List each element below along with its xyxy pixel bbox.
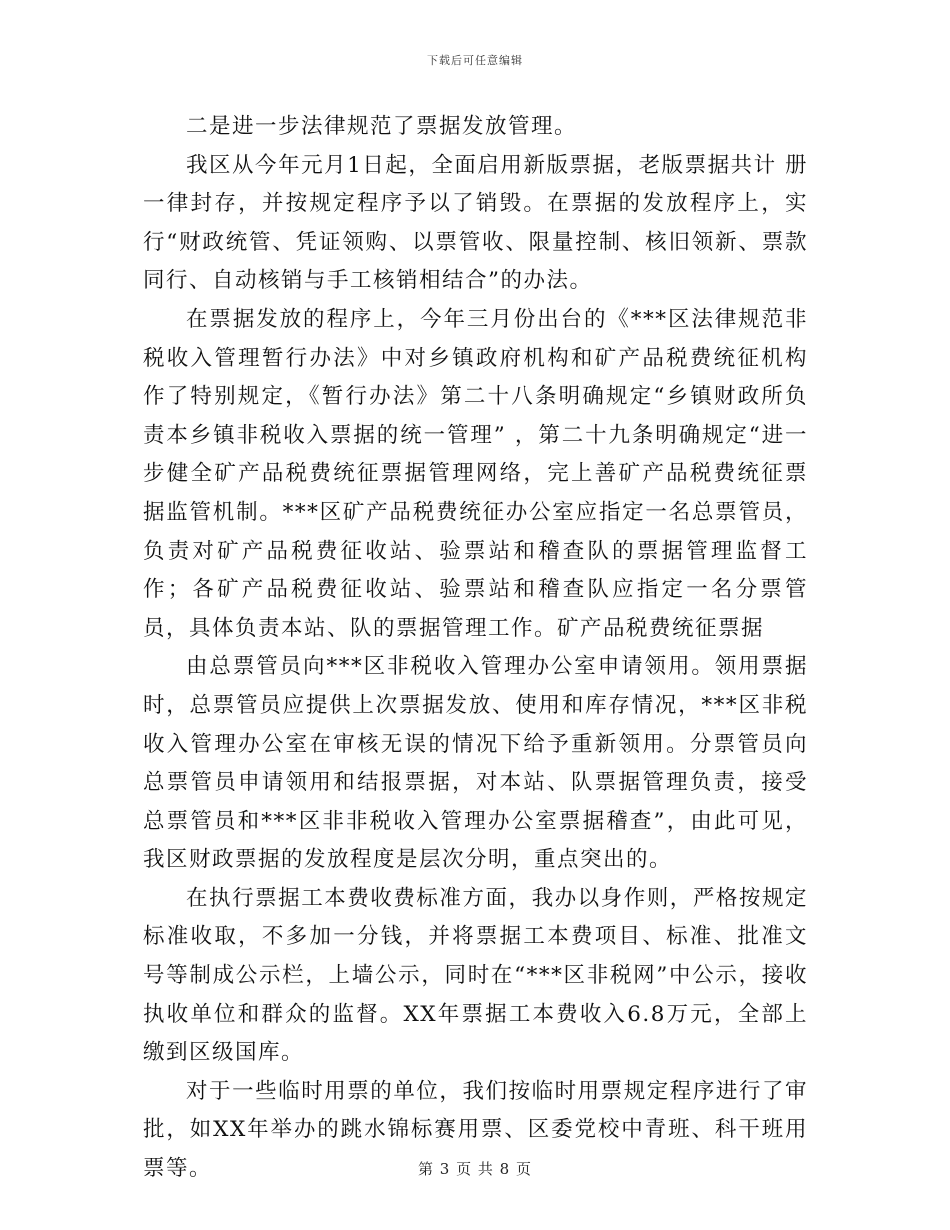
- paragraph-1: 二是进一步法律规范了票据发放管理。: [186, 114, 578, 139]
- paragraph-3: 在票据发放的程序上，今年三月份出台的《***区法律规范非税收入管理暂行办法》中对乡镇政府机构和矿产品税费统征机构作了特别规定，《暂行办法》第二十八条明确规定“乡镇财政所负责本乡镇非税收入票据的统一管理” ，第二十九条明确规定“进一步健全矿产品税费统征票据管理网络，完上善矿产品税费统征票据监管机制。***区矿产品税费统征办公室应指定一名总票管员，负责对矿产品税费征收站、验票站和稽查队的票据管理监督工作；各矿产品税费征收站、验票站和稽查队应指定一名分票管员，具体负责本站、队的票据管理工作。矿产品税费统征票据: [143, 306, 808, 641]
- document-body: [143, 108, 808, 1189]
- page-number-footer: 第 3 页 共 8 页: [418, 1160, 532, 1178]
- paragraph-4: 由总票管员向***区非税收入管理办公室申请领用。领用票据时，总票管员应提供上次票据发放、使用和库存情况，***区非税收入管理办公室在审核无误的情况下给予重新领用。分票管员向总票管员申请领用和结报票据，对本站、队票据管理负责，接受总票管员和***区非非税收入管理办公室票据稽查”，由此可见，我区财政票据的发放程度是层次分明，重点突出的。: [143, 654, 808, 873]
- paragraph-6: 对于一些临时用票的单位，我们按临时用票规定程序进行了审批，如XX年举办的跳水锦标赛用票、区委党校中青班、科干班用票等。: [143, 1078, 808, 1182]
- paragraph-2: 我区从今年元月1日起，全面启用新版票据，老版票据共计 册一律封存，并按规定程序予以了销毁。在票据的发放程序上，实行“财政统管、凭证领购、以票管收、限量控制、核旧领新、票款同行、自动核销与手工核销相结合”的办法。: [143, 152, 808, 294]
- paragraph-5: 在执行票据工本费收费标准方面，我办以身作则，严格按规定标准收取，不多加一分钱，并将票据工本费项目、标准、批准文号等制成公示栏，上墙公示，同时在“***区非税网”中公示，接收执收单位和群众的监督。XX年票据工本费收入6.8万元，全部上缴到区级国库。: [143, 885, 808, 1066]
- page-header-note: 下载后可任意编辑: [427, 54, 523, 67]
